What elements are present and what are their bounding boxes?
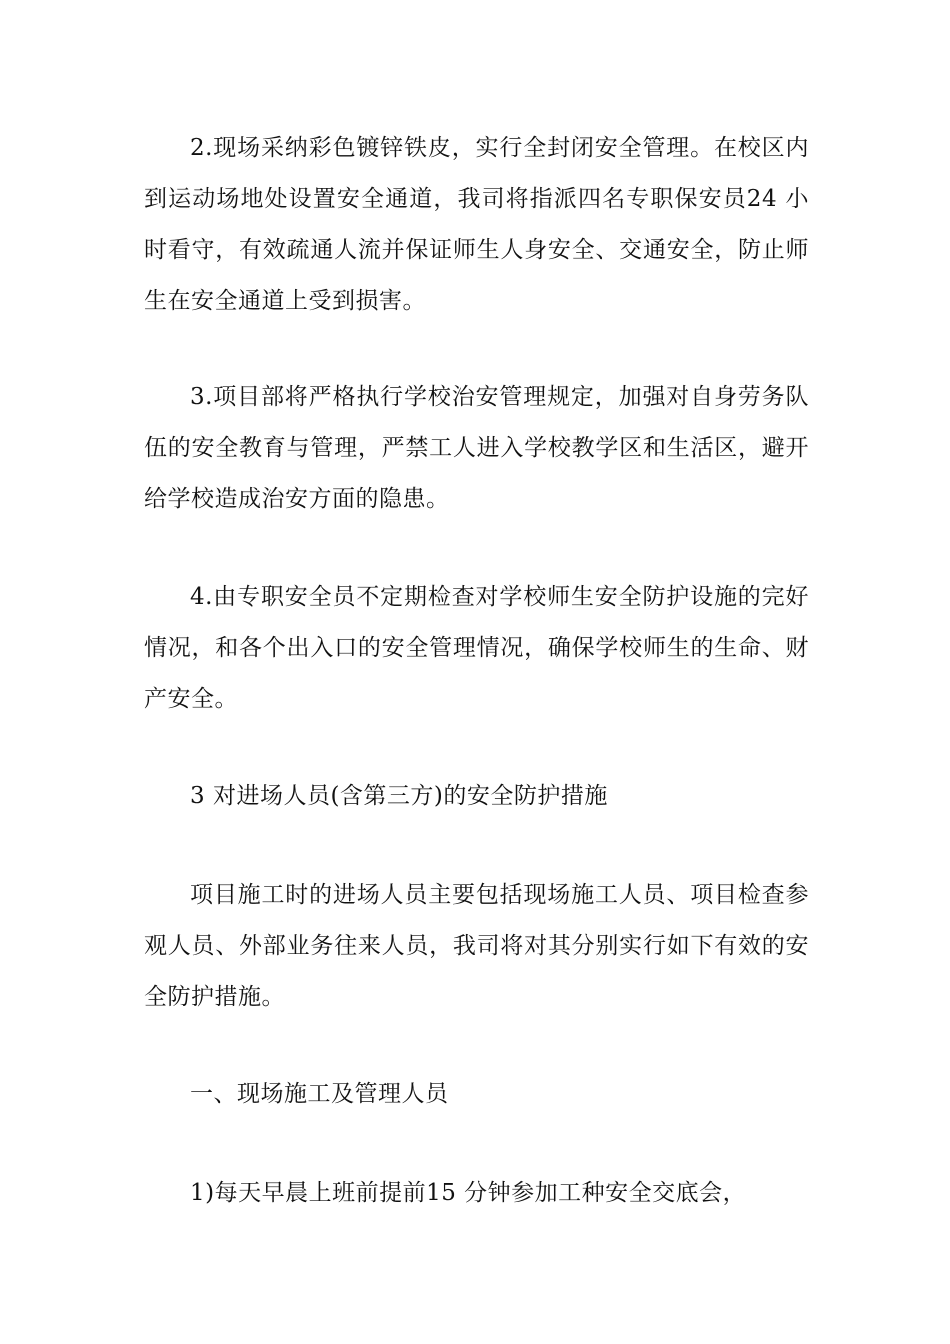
paragraph-security-rules: 3.项目部将严格执行学校治安管理规定，加强对自身劳务队伍的安全教育与管理，严禁工人进入学校教学区和生活区，避开给学校造成治安方面的隐患。: [144, 384, 809, 512]
paragraph-personnel-intro: 项目施工时的进场人员主要包括现场施工人员、项目检查参观人员、外部业务往来人员，我司将对其分别实行如下有效的安全防护措施。: [144, 882, 809, 1010]
paragraph-site-enclosure: 2.现场采纳彩色镀锌铁皮，实行全封闭安全管理。在校区内到运动场地处设置安全通道，我司将指派四名专职保安员24 小时看守，有效疏通人流并保证师生人身安全、交通安全，防止师生在安全通道上受到损害。: [144, 135, 809, 314]
list-item-morning-briefing: 1)每天早晨上班前提前15 分钟参加工种安全交底会，: [190, 1180, 747, 1206]
section-heading: 3 对进场人员(含第三方)的安全防护措施: [190, 783, 608, 809]
subsection-heading: 一、现场施工及管理人员: [190, 1081, 449, 1107]
paragraph-safety-inspection: 4.由专职安全员不定期检查对学校师生安全防护设施的完好情况，和各个出入口的安全管理情况，确保学校师生的生命、财产安全。: [144, 584, 809, 712]
